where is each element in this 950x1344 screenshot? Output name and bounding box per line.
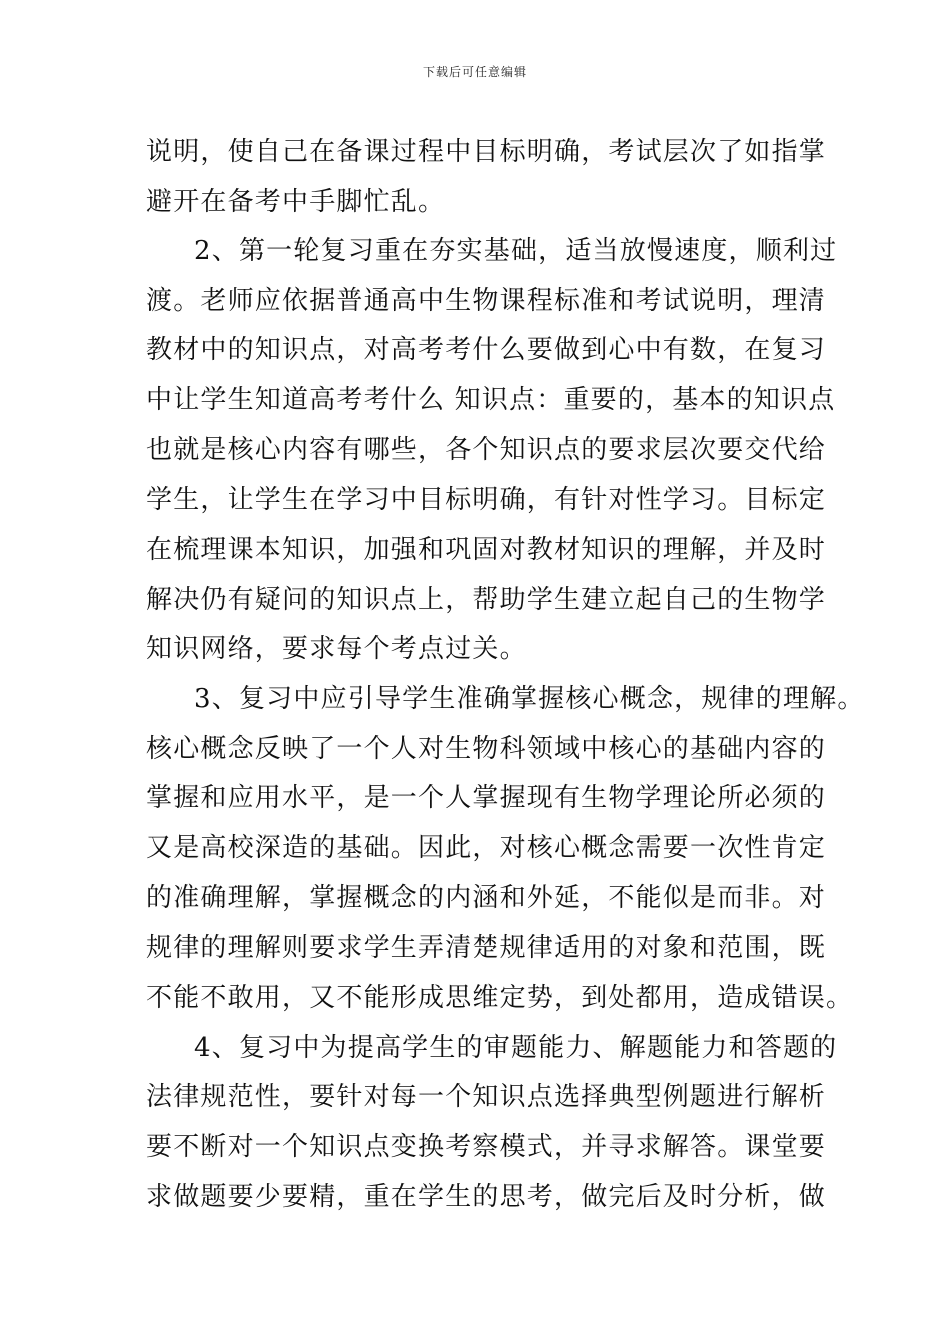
text-line: 3、复习中应引导学生准确掌握核心概念，规律的理解。 [194, 684, 865, 714]
text-line: 知识网络，要求每个考点过关。 [146, 634, 527, 664]
text-line: 2、第一轮复习重在夯实基础，适当放慢速度，顺利过 [194, 236, 838, 266]
text-line: 4、复习中为提高学生的审题能力、解题能力和答题的 [194, 1033, 838, 1063]
text-line: 教材中的知识点，对高考考什么要做到心中有数，在复习 [146, 335, 827, 365]
text-line: 又是高校深造的基础。因此，对核心概念需要一次性肯定 [146, 833, 827, 863]
text-line: 的准确理解，掌握概念的内涵和外延，不能似是而非。对 [146, 883, 827, 913]
text-line: 掌握和应用水平，是一个人掌握现有生物学理论所必须的 [146, 783, 827, 813]
text-line: 要不断对一个知识点变换考察模式，并寻求解答。课堂要 [146, 1132, 827, 1162]
page-header: 下载后可任意编辑 [422, 65, 527, 79]
text-line: 也就是核心内容有哪些，各个知识点的要求层次要交代给 [146, 435, 827, 465]
text-line: 中让学生知道高考考什么 知识点：重要的，基本的知识点 [146, 385, 836, 415]
text-line: 解决仍有疑问的知识点上，帮助学生建立起自己的生物学 [146, 585, 827, 615]
text-line: 核心概念反映了一个人对生物科领域中核心的基础内容的 [146, 734, 827, 764]
text-line: 规律的理解则要求学生弄清楚规律适用的对象和范围，既 [146, 933, 827, 963]
text-line: 学生，让学生在学习中目标明确，有针对性学习。目标定 [146, 485, 827, 515]
text-line: 避开在备考中手脚忙乱。 [146, 187, 446, 217]
text-line: 法律规范性，要针对每一个知识点选择典型例题进行解析 [146, 1082, 827, 1112]
text-line: 求做题要少要精，重在学生的思考，做完后及时分析，做 [146, 1182, 827, 1212]
text-line: 在梳理课本知识，加强和巩固对教材知识的理解，并及时 [146, 535, 827, 565]
text-line: 不能不敢用，又不能形成思维定势，到处都用，造成错误。 [146, 983, 854, 1013]
text-line: 说明，使自己在备课过程中目标明确，考试层次了如指掌 [146, 137, 827, 167]
text-line: 渡。老师应依据普通高中生物课程标准和考试说明，理清 [146, 286, 827, 316]
